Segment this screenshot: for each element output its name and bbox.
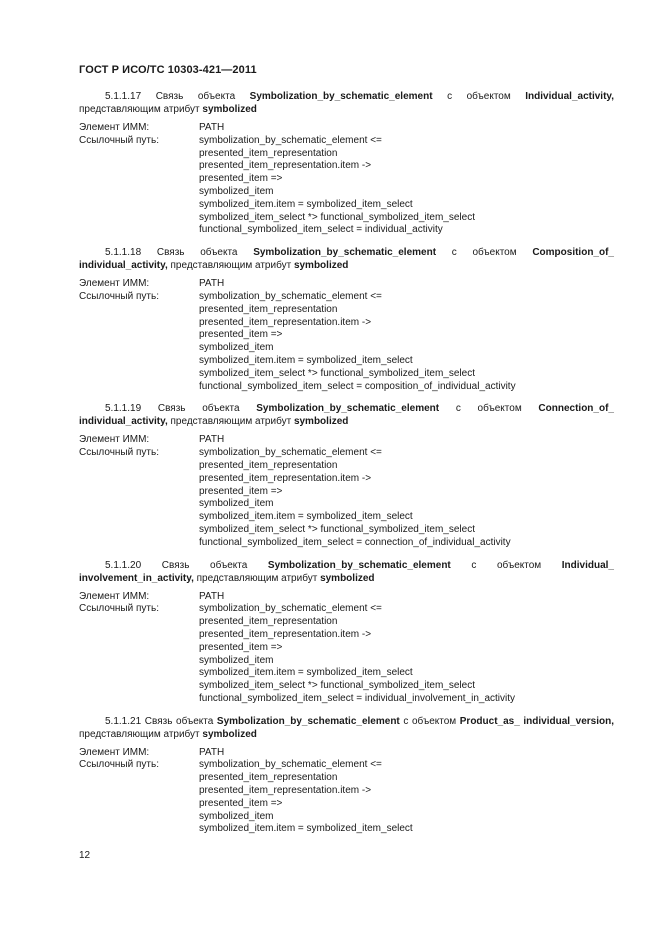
element-label: Элемент ИММ:: [79, 434, 150, 446]
path-line: symbolized_item.item = symbolized_item_select: [199, 667, 413, 679]
entity-name: Symbolization_by_schematic_element: [267, 559, 451, 571]
path-line: presented_item_representation: [199, 303, 338, 315]
path-line: symbolized_item.item = symbolized_item_select: [199, 823, 413, 835]
section-number: 5.1.1.19: [105, 403, 142, 415]
heading-text: представляющим атрибут: [170, 416, 292, 428]
element-value: PATH: [199, 122, 225, 133]
path-line: presented_item_representation.item ->: [199, 160, 372, 172]
mapping-section: [79, 715, 614, 837]
path-line: symbolized_item.item = symbolized_item_select: [199, 198, 413, 210]
target-entity-name: Individual_activity,: [525, 91, 615, 102]
path-line: functional_symbolized_item_select = individual_involvement_in_activity: [199, 692, 516, 704]
element-label: Элемент ИММ:: [79, 746, 150, 758]
heading-text: Связь объекта: [156, 247, 238, 259]
path-line: functional_symbolized_item_select = individual_activity: [199, 224, 443, 236]
path-line: symbolized_item_select *> functional_symbolized_item_select: [199, 523, 475, 535]
path-line: symbolization_by_schematic_element <=: [199, 290, 382, 302]
heading-text: с объектом: [403, 715, 457, 727]
path-line: presented_item_representation: [199, 616, 338, 628]
path-line: symbolization_by_schematic_element <=: [199, 447, 382, 459]
ref-path-label: Ссылочный путь:: [79, 759, 159, 771]
ref-path-label: Ссылочный путь:: [79, 447, 159, 459]
element-value: PATH: [199, 746, 225, 758]
attribute-name: symbolized: [202, 104, 257, 115]
element-label: Элемент ИММ:: [79, 278, 150, 290]
path-line: symbolized_item: [199, 185, 274, 197]
path-line: presented_item_representation.item ->: [199, 316, 372, 328]
section-heading: [79, 715, 614, 741]
mapping-table: [79, 591, 614, 706]
path-line: symbolized_item: [199, 654, 274, 666]
target-entity-name: Connection_of_ individual_activity,: [79, 403, 614, 428]
heading-text: Связь объекта: [144, 715, 214, 727]
mapping-table: [79, 122, 614, 237]
heading-text: представляющим атрибут: [79, 104, 200, 115]
mapping-section: [79, 402, 614, 549]
element-label: Элемент ИММ:: [79, 590, 150, 602]
target-entity-name: Individual_ involvement_in_activity,: [79, 559, 614, 584]
path-line: functional_symbolized_item_select = connection_of_individual_activity: [199, 536, 511, 548]
section-number: 5.1.1.18: [105, 247, 142, 259]
heading-text: Связь объекта: [157, 403, 240, 415]
heading-text: представляющим атрибут: [79, 728, 200, 740]
path-line: symbolization_by_schematic_element <=: [199, 759, 382, 771]
path-line: symbolization_by_schematic_element <=: [199, 134, 382, 146]
heading-text: представляющим атрибут: [196, 572, 318, 584]
path-line: symbolized_item: [199, 498, 274, 510]
attribute-name: symbolized: [320, 572, 375, 584]
path-line: presented_item_representation: [199, 459, 338, 471]
section-heading: [79, 402, 614, 428]
path-line: presented_item =>: [199, 797, 283, 809]
path-line: presented_item =>: [199, 329, 283, 341]
page-number: 12: [79, 850, 91, 861]
path-line: symbolized_item: [199, 810, 274, 822]
heading-text: Связь объекта: [161, 559, 248, 571]
path-line: presented_item =>: [199, 173, 283, 185]
mapping-section: [79, 246, 614, 393]
ref-path-label: Ссылочный путь:: [79, 134, 159, 146]
path-line: symbolized_item.item = symbolized_item_select: [199, 511, 413, 523]
section-heading: [79, 246, 614, 272]
ref-path-label: Ссылочный путь:: [79, 603, 159, 615]
heading-text: с объектом: [451, 247, 517, 259]
section-heading: [79, 90, 614, 116]
section-heading: [79, 559, 614, 585]
heading-text: представляющим атрибут: [170, 260, 292, 272]
document-header: ГОСТ Р ИСО/ТС 10303-421—2011: [79, 64, 257, 76]
section-number: 5.1.1.21: [105, 715, 142, 727]
attribute-name: symbolized: [202, 728, 257, 740]
attribute-name: symbolized: [293, 260, 349, 272]
path-line: presented_item =>: [199, 641, 283, 653]
path-line: presented_item_representation.item ->: [199, 628, 372, 640]
target-entity-name: Product_as_ individual_version,: [459, 715, 614, 727]
path-line: presented_item_representation: [199, 147, 338, 159]
mapping-table: [79, 747, 614, 837]
heading-text: с объектом: [455, 403, 522, 415]
element-value: PATH: [199, 434, 225, 446]
entity-name: Symbolization_by_schematic_element: [253, 247, 437, 259]
path-line: presented_item_representation: [199, 772, 338, 784]
heading-text: Связь объекта: [155, 91, 236, 102]
heading-text: с объектом: [447, 91, 511, 102]
path-line: presented_item_representation.item ->: [199, 472, 372, 484]
document-body: [79, 90, 614, 845]
path-line: symbolized_item_select *> functional_symbolized_item_select: [199, 367, 475, 379]
element-value: PATH: [199, 590, 225, 602]
section-number: 5.1.1.17: [105, 91, 142, 102]
target-entity-name: Composition_of_ individual_activity,: [79, 247, 614, 272]
path-line: symbolized_item: [199, 342, 274, 354]
path-line: presented_item_representation.item ->: [199, 785, 372, 797]
entity-name: Symbolization_by_schematic_element: [216, 715, 400, 727]
path-line: symbolization_by_schematic_element <=: [199, 603, 382, 615]
path-line: symbolized_item_select *> functional_symbolized_item_select: [199, 680, 475, 692]
section-number: 5.1.1.20: [105, 559, 142, 571]
mapping-table: [79, 278, 614, 393]
heading-text: с объектом: [471, 559, 542, 571]
path-line: symbolized_item.item = symbolized_item_select: [199, 354, 413, 366]
element-value: PATH: [199, 278, 225, 290]
entity-name: Symbolization_by_schematic_element: [249, 91, 433, 102]
entity-name: Symbolization_by_schematic_element: [256, 403, 440, 415]
element-label: Элемент ИММ:: [79, 122, 150, 133]
path-line: symbolized_item_select *> functional_symbolized_item_select: [199, 211, 475, 223]
mapping-table: [79, 434, 614, 549]
attribute-name: symbolized: [293, 416, 349, 428]
path-line: functional_symbolized_item_select = composition_of_individual_activity: [199, 380, 516, 392]
mapping-section: [79, 90, 614, 237]
mapping-section: [79, 559, 614, 706]
ref-path-label: Ссылочный путь:: [79, 290, 159, 302]
path-line: presented_item =>: [199, 485, 283, 497]
